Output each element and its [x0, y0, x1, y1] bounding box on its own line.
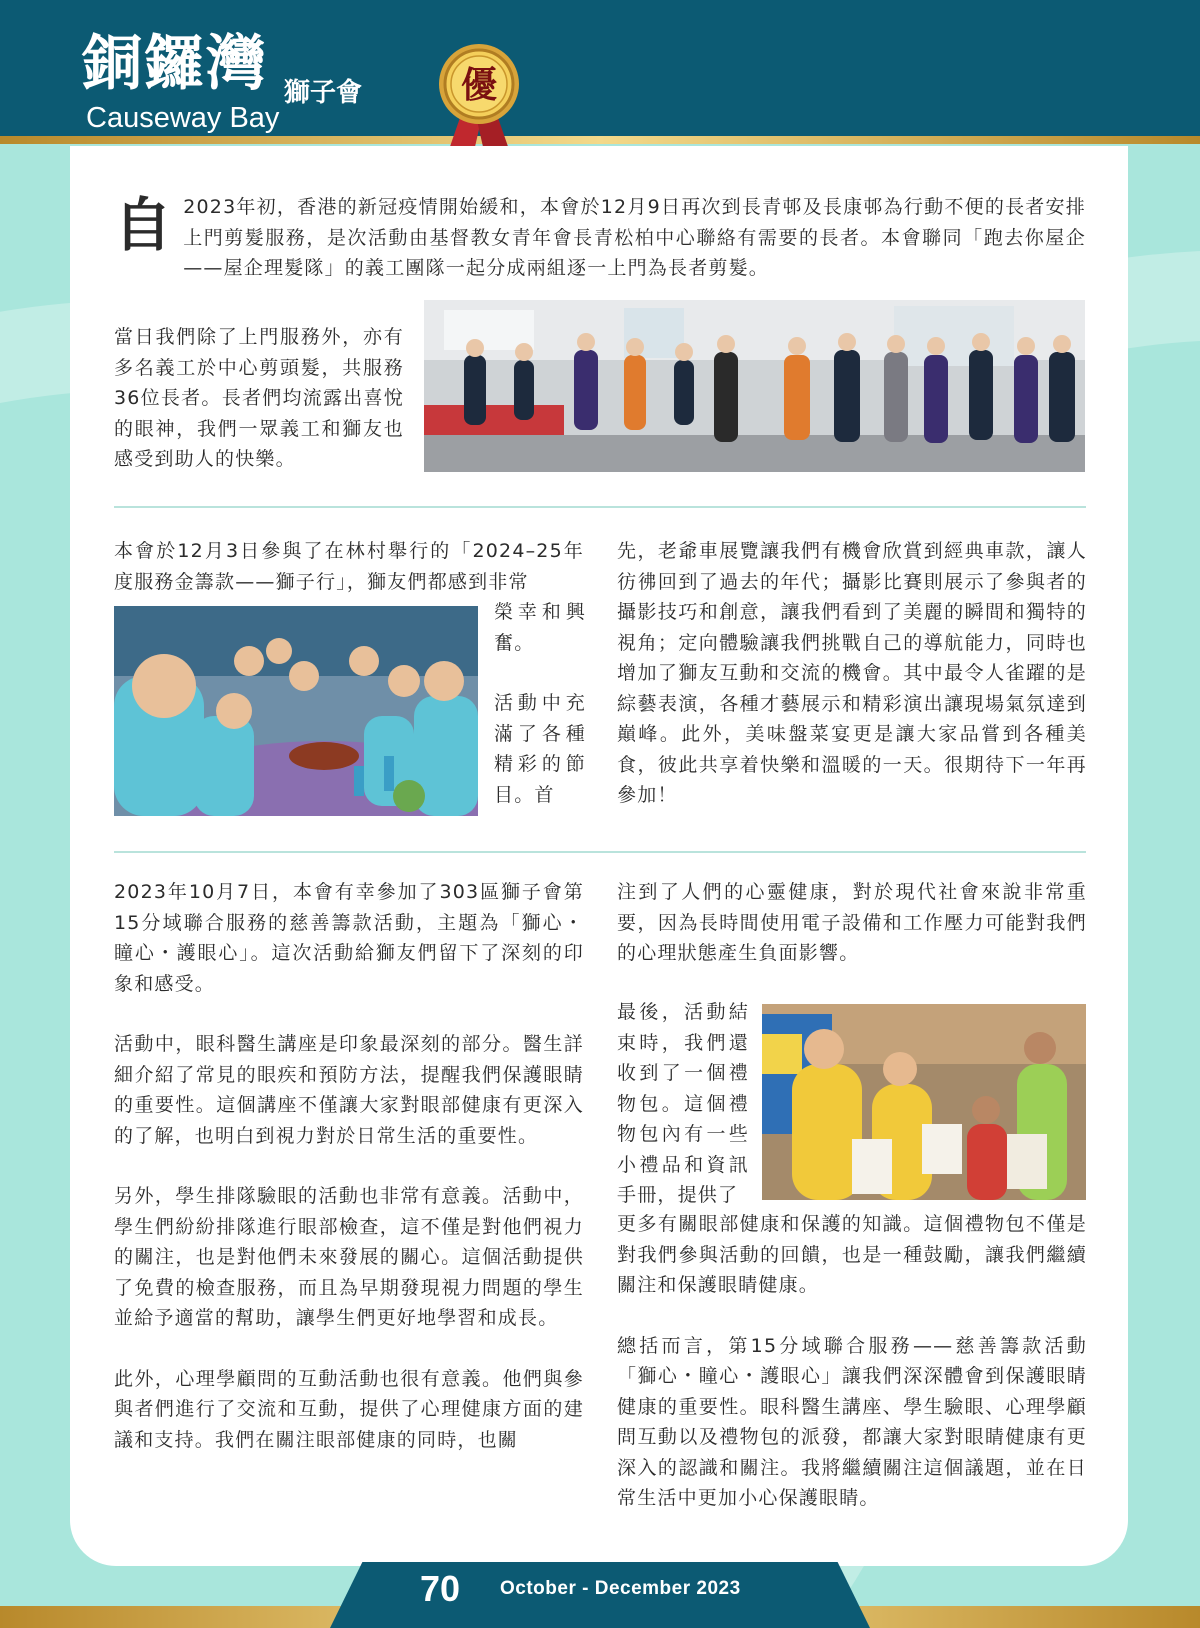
club-title-suffix: 獅子會	[284, 78, 363, 108]
drop-cap: 自	[114, 191, 174, 259]
club-title-chinese: 銅鑼灣	[82, 29, 268, 99]
section3-paragraph-intro: 2023年10月7日，本會有幸參加了303區獅子會第15分域聯合服務的慈善籌款活動，主題為「獅心・瞳心・護眼心」。這次活動給獅友們留下了深刻的印象和感受。	[114, 881, 584, 995]
section3-paragraph-psychology: 此外，心理學顧問的互動活動也很有意義。他們與參與者們進行了交流和互動，提供了心理健康方面的建議和支持。我們在關注眼部健康的同時，也關	[114, 1367, 584, 1451]
section3-right-top	[617, 877, 1087, 969]
club-title-english: Causeway Bay	[86, 102, 280, 134]
header-gold-line	[0, 136, 1200, 144]
section-divider-2	[114, 851, 1086, 853]
issue-date: October - December 2023	[500, 1578, 741, 1599]
section3-paragraph-lecture: 活動中，眼科醫生講座是印象最深刻的部分。醫生詳細介紹了常見的眼疾和預防方法，提醒我們保護眼睛的重要性。這個講座不僅讓大家對眼部健康有更深入的了解，也明白到視力對於日常生活的重要性。	[114, 1033, 584, 1147]
section3-paragraph-gift-pack: 最後，活動結束時，我們還收到了一個禮物包。這個禮物包內有一些小禮品和資訊手冊，提供了	[617, 1001, 749, 1206]
section2-narrow-paragraph: 榮幸和興奮。	[494, 601, 586, 654]
section1-intro	[114, 192, 1086, 284]
section2-narrow-text	[494, 597, 586, 810]
section2-top-paragraph: 本會於12月3日參與了在林村舉行的「2024–25年度服務金籌款——獅子行」，獅友們都感到非常	[114, 540, 584, 593]
medal-character: 優	[460, 64, 498, 106]
section3-paragraph-mental-health: 注到了人們的心靈健康，對於現代社會來說非常重要，因為長時間使用電子設備和工作壓力可能對我們的心理狀態產生負面影響。	[617, 881, 1087, 964]
section2-narrow-paragraph-2: 活動中充滿了各種精彩的節目。首	[494, 692, 586, 806]
section3-paragraph-gift-knowledge: 更多有關眼部健康和保護的知識。這個禮物包不僅是對我們參與活動的回饋，也是一種鼓勵，讓我們繼續關注和保護眼睛健康。	[617, 1213, 1087, 1296]
photo-volunteers-group	[424, 300, 1085, 472]
section3-right-narrow	[617, 997, 749, 1211]
section1-intro-text: 2023年初，香港的新冠疫情開始緩和，本會於12月9日再次到長青邨及長康邨為行動不便的長者安排上門剪髮服務，是次活動由基督教女青年會長青松柏中心聯絡有需要的長者。本會聯同「跑去你屋企——屋企理髮隊」的義工團隊一起分成兩組逐一上門為長者剪髮。	[183, 196, 1086, 279]
photo-gift-bag-handout	[762, 1004, 1086, 1200]
section3-paragraph-eye-test: 另外，學生排隊驗眼的活動也非常有意義。活動中，學生們紛紛排隊進行眼部檢查，這不僅是對他們視力的關注，也是對他們未來發展的關心。這個活動提供了免費的檢查服務，而且為早期發現視力問題的學生並給予適當的幫助，讓學生們更好地學習和成長。	[114, 1185, 584, 1329]
section2-right-text	[617, 536, 1087, 811]
section2-right-paragraph: 先，老爺車展覽讓我們有機會欣賞到經典車款，讓人彷彿回到了過去的年代；攝影比賽則展示了參與者的攝影技巧和創意，讓我們看到了美麗的瞬間和獨特的視角；定向體驗讓我們挑戰自己的導航能力，同時也增加了獅友互動和交流的機會。其中最令人雀躍的是綜藝表演，各種才藝展示和精彩演出讓現場氣氛達到巔峰。此外，美味盤菜宴更是讓大家品嘗到各種美食，彼此共享着快樂和溫暖的一天。很期待下一年再參加！	[617, 540, 1087, 806]
photo-lions-walk-selfie	[114, 606, 478, 816]
award-medal-icon	[432, 42, 526, 162]
section1-side-text	[114, 322, 404, 475]
section2-top-text	[114, 536, 584, 597]
section1-side-paragraph: 當日我們除了上門服務外，亦有多名義工於中心剪頭髮，共服務36位長者。長者們均流露出喜悅的眼神，我們一眾義工和獅友也感受到助人的快樂。	[114, 326, 404, 470]
section3-left-column	[114, 877, 584, 1455]
section3-paragraph-conclusion: 總括而言，第15分域聯合服務——慈善籌款活動「獅心・瞳心・護眼心」讓我們深深體會到保護眼睛健康的重要性。眼科醫生講座、學生驗眼、心理學顧問互動以及禮物包的派發，都讓大家對眼睛健康有更深入的認識和關注。我將繼續關注這個議題，並在日常生活中更加小心保護眼睛。	[617, 1334, 1087, 1509]
section-divider-1	[114, 506, 1086, 508]
page-number: 70	[420, 1568, 461, 1609]
section3-right-bottom	[617, 1209, 1087, 1514]
